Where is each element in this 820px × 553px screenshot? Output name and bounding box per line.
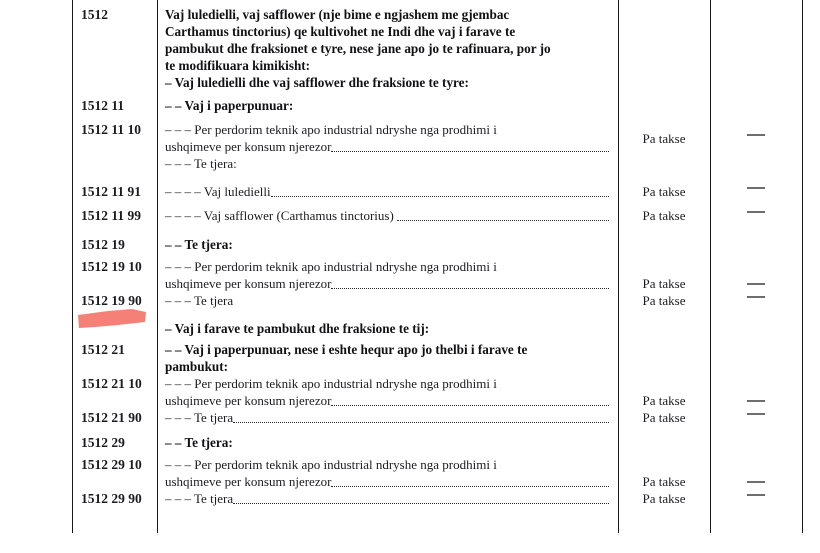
description-line: – – Vaj i paperpunuar, nese i eshte hequr apo jo thelbi i farave te bbox=[165, 342, 528, 357]
code-cell bbox=[73, 155, 157, 172]
description-line: Carthamus tinctorius) qe kultivohet ne Indi dhe vaj i farave te bbox=[165, 24, 516, 39]
table-row bbox=[73, 490, 803, 507]
dotted-leader bbox=[233, 422, 609, 423]
table-row bbox=[73, 236, 803, 253]
duty-cell bbox=[618, 183, 710, 200]
table-row bbox=[73, 320, 803, 337]
table-row bbox=[73, 258, 803, 292]
description-cell bbox=[157, 97, 618, 114]
dotted-leader bbox=[271, 196, 609, 197]
duty-value: Pa takse bbox=[642, 184, 686, 199]
duty-value: Pa takse bbox=[642, 130, 686, 146]
rate-cell bbox=[710, 292, 802, 309]
code-cell: 1512 11 91 bbox=[81, 184, 142, 199]
table-row bbox=[73, 183, 803, 200]
description-line: – – Te tjera: bbox=[165, 237, 233, 252]
description-line: Vaj luledielli, vaj safflower (nje bime e ngjashem me gjembac bbox=[165, 7, 510, 22]
duty-cell bbox=[618, 207, 710, 224]
description-line: – – – Te tjera bbox=[165, 293, 234, 308]
rate-cell bbox=[710, 183, 802, 200]
rate-cell bbox=[710, 258, 802, 292]
table-row bbox=[73, 6, 803, 74]
table-row bbox=[73, 155, 803, 172]
description-line bbox=[165, 392, 609, 409]
duty-cell bbox=[618, 375, 710, 409]
duty-value: Pa takse bbox=[642, 393, 686, 408]
table-row bbox=[73, 456, 803, 490]
code-cell: 1512 19 90 bbox=[81, 293, 142, 308]
duty-cell bbox=[618, 292, 710, 309]
dash-mark bbox=[747, 413, 765, 415]
duty-value: Pa takse bbox=[642, 410, 686, 425]
description-line bbox=[165, 183, 609, 200]
rate-cell bbox=[710, 121, 802, 155]
duty-value: Pa takse bbox=[642, 491, 686, 506]
dotted-leader bbox=[331, 288, 609, 289]
dash-mark bbox=[747, 481, 765, 483]
description-cell bbox=[157, 341, 618, 375]
description-line: pambukut: bbox=[165, 359, 229, 374]
tariff-table bbox=[73, 0, 803, 507]
description-cell bbox=[157, 183, 618, 200]
dotted-leader bbox=[397, 220, 609, 221]
duty-cell bbox=[618, 490, 710, 507]
description-cell bbox=[157, 236, 618, 253]
rate-cell bbox=[710, 207, 802, 224]
duty-cell bbox=[618, 456, 710, 490]
rate-cell bbox=[710, 490, 802, 507]
description-cell bbox=[157, 258, 618, 292]
dotted-leader bbox=[233, 503, 609, 504]
code-cell: 1512 19 bbox=[81, 237, 125, 252]
dotted-leader bbox=[331, 486, 609, 487]
rate-cell bbox=[710, 456, 802, 490]
code-cell: 1512 21 10 bbox=[81, 376, 142, 391]
duty-value: Pa takse bbox=[642, 293, 686, 308]
table-row bbox=[73, 409, 803, 426]
table-row bbox=[73, 375, 803, 409]
code-cell: 1512 29 10 bbox=[81, 457, 142, 472]
description-cell bbox=[157, 490, 618, 507]
duty-cell bbox=[618, 409, 710, 426]
description-line bbox=[165, 138, 609, 155]
description-text: – – – – Vaj luledielli bbox=[165, 184, 271, 199]
description-cell bbox=[157, 375, 618, 409]
rate-cell bbox=[710, 375, 802, 409]
description-line: – Vaj i farave te pambukut dhe fraksione te tij: bbox=[165, 321, 430, 336]
dash-mark bbox=[747, 211, 765, 213]
duty-value: Pa takse bbox=[642, 276, 686, 291]
dash-mark bbox=[747, 400, 765, 402]
code-cell: 1512 11 99 bbox=[81, 208, 142, 223]
dotted-leader bbox=[331, 405, 609, 406]
description-line: pambukut dhe fraksionet e tyre, nese jane apo jo te rafinuara, por jo bbox=[165, 41, 551, 56]
dash-mark bbox=[747, 296, 765, 298]
description-line: – – Te tjera: bbox=[165, 435, 233, 450]
description-line bbox=[165, 409, 609, 426]
description-line: – – – Te tjera: bbox=[165, 156, 237, 171]
description-cell bbox=[157, 155, 618, 172]
duty-value: Pa takse bbox=[642, 474, 686, 489]
description-cell bbox=[157, 121, 618, 155]
description-text: – – – Te tjera bbox=[165, 410, 234, 425]
description-text: ushqimeve per konsum njerezor bbox=[165, 276, 332, 291]
description-line: – – – Per perdorim teknik apo industrial ndryshe nga prodhimi i bbox=[165, 457, 497, 472]
description-cell bbox=[157, 434, 618, 451]
code-cell: 1512 21 90 bbox=[81, 410, 142, 425]
description-line: – – – Per perdorim teknik apo industrial ndryshe nga prodhimi i bbox=[165, 259, 497, 274]
code-cell bbox=[73, 74, 157, 91]
description-line: – – – Per perdorim teknik apo industrial ndryshe nga prodhimi i bbox=[165, 122, 497, 137]
dash-mark bbox=[747, 134, 765, 136]
dash-mark bbox=[747, 283, 765, 285]
description-line: te modifikuara kimikisht: bbox=[165, 58, 311, 73]
code-cell: 1512 19 10 bbox=[81, 259, 142, 274]
dash-mark bbox=[747, 187, 765, 189]
description-cell bbox=[157, 409, 618, 426]
table-row bbox=[73, 121, 803, 155]
description-text: – – – Te tjera bbox=[165, 491, 234, 506]
code-cell bbox=[73, 320, 157, 337]
duty-value: Pa takse bbox=[642, 208, 686, 223]
table-row bbox=[73, 74, 803, 91]
description-cell bbox=[157, 320, 618, 337]
description-line bbox=[165, 207, 609, 224]
code-cell: 1512 29 bbox=[81, 435, 125, 450]
dash-mark bbox=[747, 494, 765, 496]
description-cell bbox=[157, 456, 618, 490]
table-row bbox=[73, 207, 803, 224]
description-line: – Vaj luledielli dhe vaj safflower dhe fraksione te tyre: bbox=[165, 75, 469, 90]
description-cell bbox=[157, 6, 618, 74]
dotted-leader bbox=[331, 151, 609, 152]
description-line: – – Vaj i paperpunuar: bbox=[165, 98, 294, 113]
description-line bbox=[165, 473, 609, 490]
description-cell bbox=[157, 292, 618, 309]
description-text: ushqimeve per konsum njerezor bbox=[165, 139, 332, 154]
table-row bbox=[73, 434, 803, 451]
description-line bbox=[165, 275, 609, 292]
description-cell bbox=[157, 207, 618, 224]
table-row bbox=[73, 292, 803, 309]
description-cell bbox=[157, 74, 618, 91]
description-line: – – – Per perdorim teknik apo industrial ndryshe nga prodhimi i bbox=[165, 376, 497, 391]
table-row bbox=[73, 341, 803, 375]
table-row bbox=[73, 97, 803, 114]
duty-cell bbox=[618, 121, 710, 155]
description-text: ushqimeve per konsum njerezor bbox=[165, 393, 332, 408]
code-cell: 1512 bbox=[81, 7, 108, 22]
description-line bbox=[165, 490, 609, 507]
code-cell: 1512 21 bbox=[81, 342, 125, 357]
duty-cell bbox=[618, 258, 710, 292]
rate-cell bbox=[710, 409, 802, 426]
description-text: – – – – Vaj safflower (Carthamus tinctorius) bbox=[165, 208, 398, 223]
description-text: ushqimeve per konsum njerezor bbox=[165, 474, 332, 489]
code-cell: 1512 29 90 bbox=[81, 491, 142, 506]
code-cell: 1512 11 10 bbox=[81, 122, 142, 137]
code-cell: 1512 11 bbox=[81, 98, 125, 113]
